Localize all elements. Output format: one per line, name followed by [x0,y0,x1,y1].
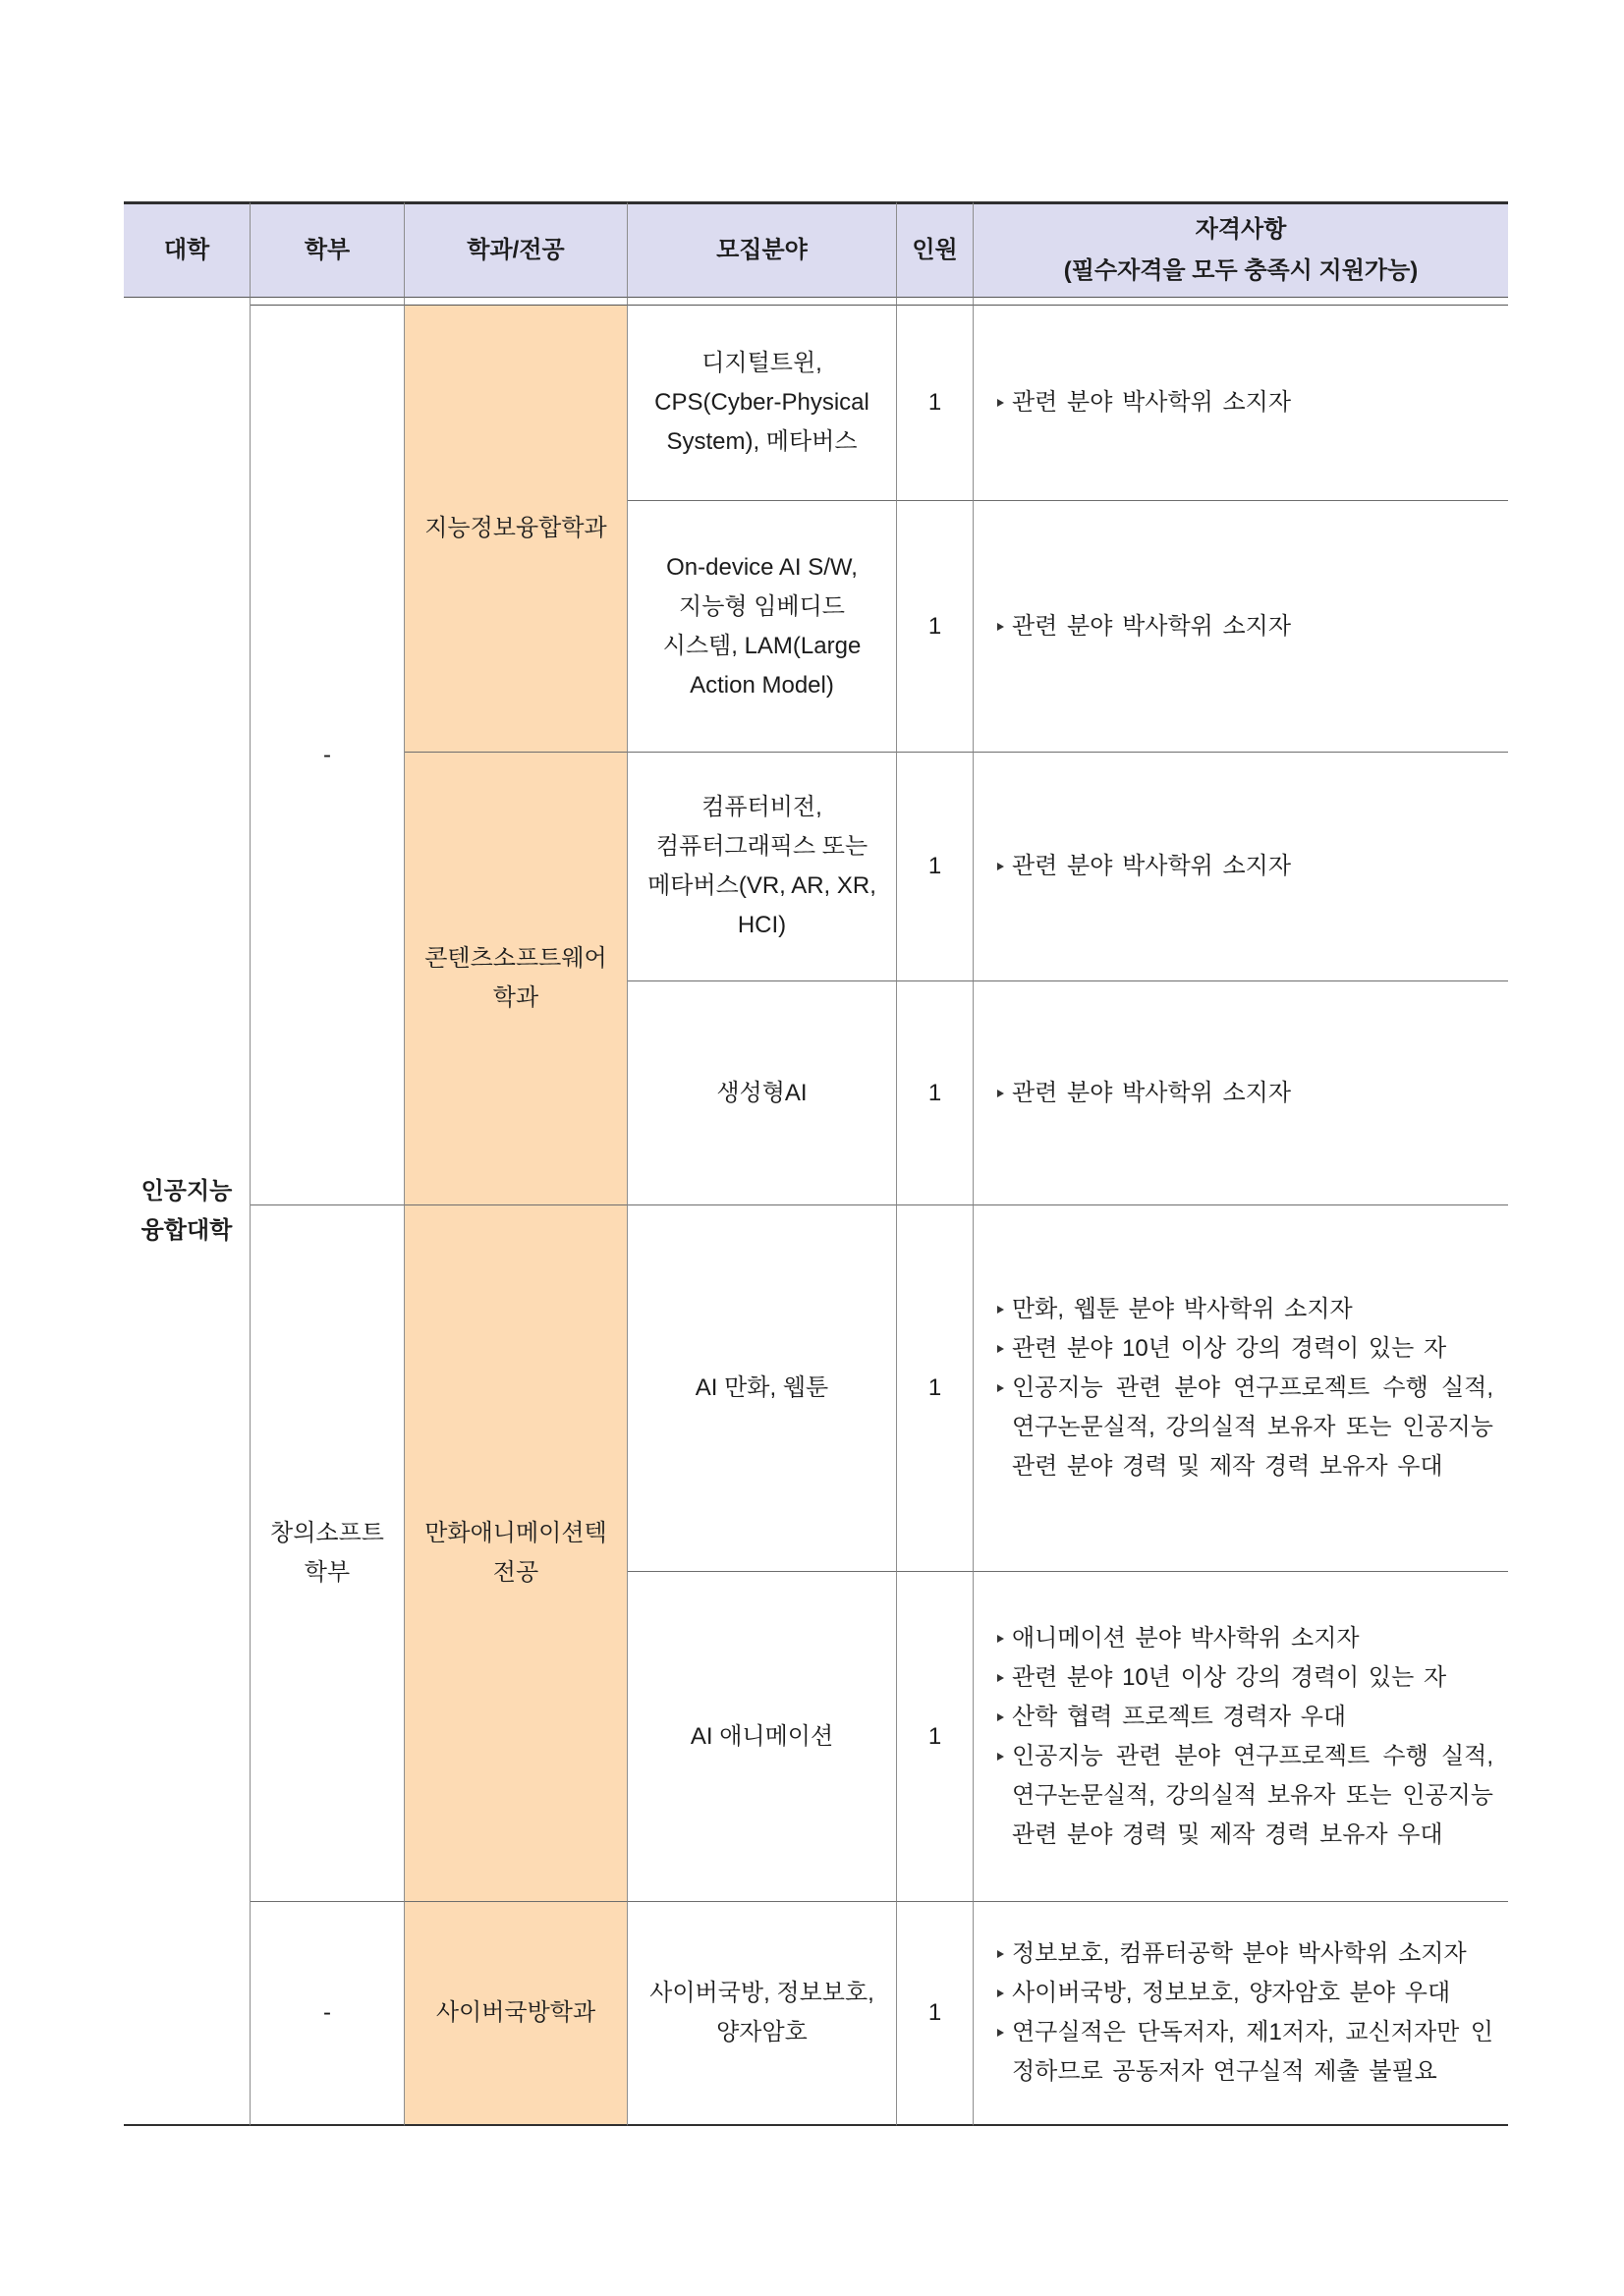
header-spacer [405,298,628,306]
qualification-item [997,1934,1493,1974]
triangle-bullet-icon [997,1329,1012,1369]
qualification-item [997,1737,1493,1855]
qualification-cell [974,306,1508,501]
department-name [424,939,606,1018]
qualification-item [997,2013,1493,2092]
field-text [649,1974,874,2052]
field-text: 생성형AI [716,1079,808,1106]
qualification-cell [974,753,1508,981]
header-qualification [974,201,1508,298]
triangle-bullet-icon [997,1290,1012,1329]
division-line: 학부 [304,1559,351,1586]
qualification-item [997,1369,1493,1486]
triangle-bullet-icon [997,1074,1012,1113]
qualification-cell [974,1205,1508,1572]
field-line: 시스템, LAM(Large [662,632,862,659]
field-text [647,788,876,945]
count-value: 1 [927,1079,942,1106]
department-cell [405,1902,628,2126]
recruitment-table [124,201,1508,2126]
field-cell [628,1902,897,2126]
qualification-item [997,1074,1493,1113]
qualification-text: 인공지능 관련 분야 연구프로젝트 수행 실적, 연구논문실적, 강의실적 보유자 또는 인공지능 관련 분야 경력 및 제작 경력 보유자 우대 [1012,1374,1493,1480]
count-cell [897,981,974,1205]
count-cell [897,1205,974,1572]
qualification-text: 인공지능 관련 분야 연구프로젝트 수행 실적, 연구논문실적, 강의실적 보유자 또는 인공지능 관련 분야 경력 및 제작 경력 보유자 우대 [1012,1742,1493,1848]
count-cell [897,501,974,753]
qualification-text: 연구실적은 단독저자, 제1저자, 교신저자만 인정하므로 공동저자 연구실적 제출 불필요 [1012,2019,1493,2085]
header-spacer [974,298,1508,306]
field-line: 사이버국방, 정보보호, [649,1980,874,2006]
qualification-cell [974,501,1508,753]
department-name: 지능정보융합학과 [424,515,607,541]
triangle-bullet-icon [997,1737,1012,1776]
department-line: 만화애니메이션텍 [424,1520,607,1546]
field-cell [628,306,897,501]
header-qualification-line: 자격사항 [1195,216,1287,243]
qualification-text: 관련 분야 10년 이상 강의 경력이 있는 자 [1012,1335,1447,1362]
qualification-list [997,607,1493,646]
qualification-item [997,847,1493,886]
triangle-bullet-icon [997,847,1012,886]
qualification-text: 정보보호, 컴퓨터공학 분야 박사학위 소지자 [1012,1940,1467,1967]
field-cell [628,753,897,981]
qualification-list [997,1619,1493,1855]
department-line: 학과 [492,984,539,1011]
count-cell [897,306,974,501]
qualification-list [997,1074,1493,1113]
qualification-text: 관련 분야 박사학위 소지자 [1012,853,1292,879]
triangle-bullet-icon [997,2013,1012,2052]
college-line: 융합대학 [140,1216,233,1244]
field-line: 컴퓨터그래픽스 또는 [655,833,868,860]
header-field [628,201,897,298]
triangle-bullet-icon [997,1698,1012,1737]
field-line: CPS(Cyber-Physical [654,389,869,416]
header-count [897,201,974,298]
department-cell [405,306,628,753]
header-count-label: 인원 [912,237,958,263]
field-line: 디지털트윈, [701,350,822,376]
header-division [251,201,405,298]
division-name [270,1514,384,1593]
division-cell [251,1205,405,1902]
triangle-bullet-icon [997,1658,1012,1698]
qualification-item [997,607,1493,646]
qualification-text: 애니메이션 분야 박사학위 소지자 [1012,1624,1360,1652]
college-cell [124,298,251,2126]
qualification-list [997,383,1493,422]
header-spacer [251,298,405,306]
header-college [124,201,251,298]
header-spacer [897,298,974,306]
header-spacer [628,298,897,306]
triangle-bullet-icon [997,1974,1012,2013]
qualification-item [997,1658,1493,1698]
division-line: 창의소프트 [270,1520,384,1546]
field-line: 메타버스(VR, AR, XR, [647,872,876,899]
count-cell [897,753,974,981]
qualification-text: 만화, 웹툰 분야 박사학위 소지자 [1012,1296,1353,1322]
division-cell [251,1902,405,2126]
count-value: 1 [927,853,942,879]
field-text [663,548,862,705]
division-name: - [323,741,331,768]
department-line: 콘텐츠소프트웨어 [424,945,607,972]
field-text: AI 만화, 웹툰 [695,1374,829,1401]
field-cell [628,1205,897,1572]
count-value: 1 [927,1999,942,2026]
count-value: 1 [927,389,942,416]
department-cell [405,1205,628,1902]
qualification-list [997,847,1493,886]
field-text [654,344,869,462]
qualification-item [997,1619,1493,1658]
field-line: HCI) [737,912,787,938]
triangle-bullet-icon [997,1369,1012,1408]
count-value: 1 [927,612,942,640]
qualification-list [997,1290,1493,1486]
division-cell [251,306,405,1205]
triangle-bullet-icon [997,1934,1012,1974]
qualification-item [997,1329,1493,1369]
qualification-cell [974,1902,1508,2126]
field-line: 지능형 임베디드 [679,592,845,620]
qualification-text: 관련 분야 박사학위 소지자 [1012,1079,1292,1106]
qualification-text: 관련 분야 박사학위 소지자 [1012,612,1292,640]
count-value: 1 [927,1722,942,1750]
header-department [405,201,628,298]
field-cell [628,981,897,1205]
count-cell [897,1902,974,2126]
department-line: 전공 [492,1559,539,1586]
field-cell [628,501,897,753]
header-college-label: 대학 [163,237,210,263]
field-line: 컴퓨터비전, [701,794,822,820]
triangle-bullet-icon [997,607,1012,646]
header-field-label: 모집분야 [716,237,808,263]
college-name [141,1172,233,1251]
qualification-item [997,1290,1493,1329]
field-line: Action Model) [690,671,834,699]
field-line: On-device AI S/W, [666,553,858,581]
field-text: AI 애니메이션 [690,1722,834,1750]
department-name: 사이버국방학과 [435,1999,596,2026]
count-value: 1 [927,1374,942,1401]
college-line: 인공지능 [140,1177,233,1204]
triangle-bullet-icon [997,383,1012,422]
department-name [424,1514,606,1593]
field-cell [628,1572,897,1902]
qualification-text: 관련 분야 박사학위 소지자 [1012,389,1292,416]
qualification-list [997,1934,1493,2092]
qualification-text: 사이버국방, 정보보호, 양자암호 분야 우대 [1012,1980,1451,2006]
qualification-text: 관련 분야 10년 이상 강의 경력이 있는 자 [1012,1663,1447,1691]
field-line: System), 메타버스 [666,428,858,455]
header-division-label: 학부 [304,237,351,263]
header-department-label: 학과/전공 [467,237,565,263]
header-qualification-line: (필수자격을 모두 충족시 지원가능) [1063,257,1419,284]
triangle-bullet-icon [997,1619,1012,1658]
qualification-cell [974,1572,1508,1902]
field-line: 양자암호 [716,2019,808,2045]
qualification-cell [974,981,1508,1205]
count-cell [897,1572,974,1902]
qualification-item [997,383,1493,422]
department-cell [405,753,628,1205]
qualification-text: 산학 협력 프로젝트 경력자 우대 [1012,1703,1347,1730]
qualification-item [997,1974,1493,2013]
qualification-item [997,1698,1493,1737]
header-qualification-label [1064,209,1419,292]
division-name: - [323,1999,331,2026]
